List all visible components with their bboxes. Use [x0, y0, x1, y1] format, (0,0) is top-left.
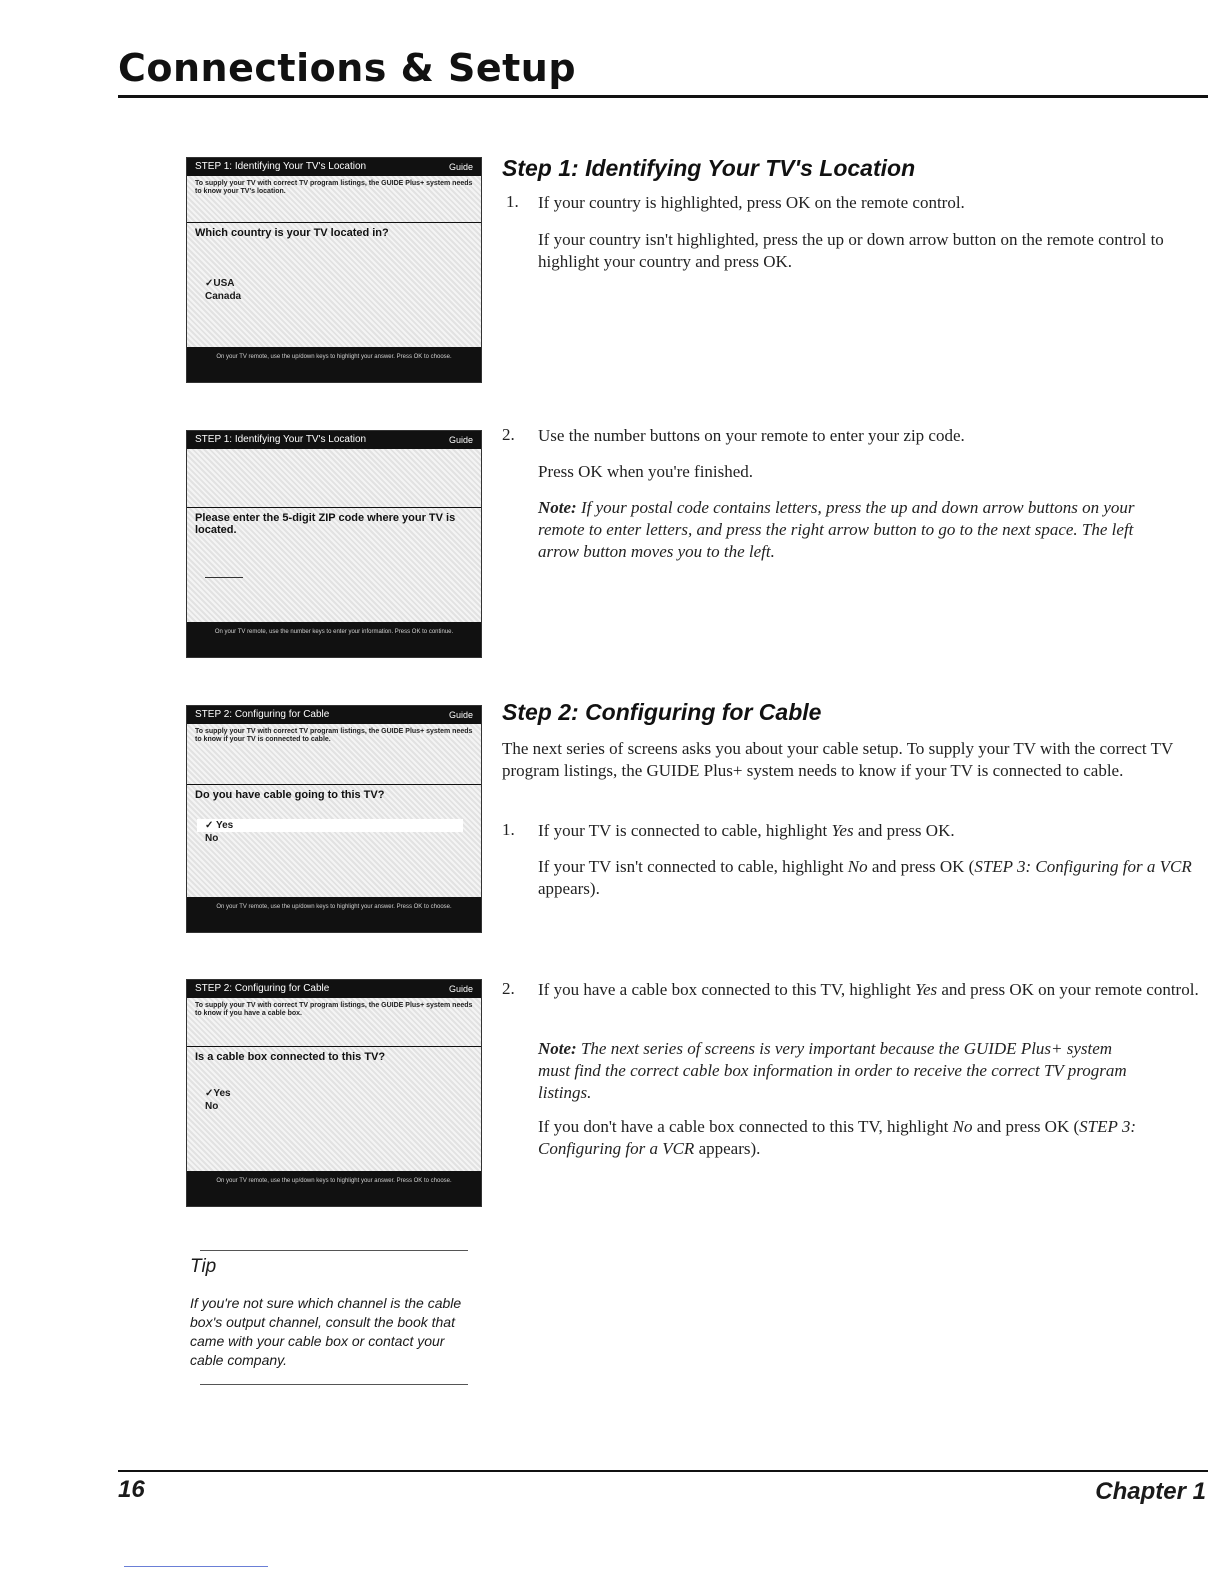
option-no: No [205, 1101, 219, 1112]
step1-item2-finish-text: Press OK when you're finished. [538, 462, 754, 481]
step2-heading: Step 2: Configuring for Cable [502, 699, 822, 725]
option-yes: ✓ Yes [197, 819, 463, 832]
screen-title: STEP 1: Identifying Your TV's Location [195, 434, 367, 445]
tv-screen-cable [186, 705, 482, 933]
step2-item2-text [538, 979, 1208, 1001]
tv-screen-cable-box [186, 979, 482, 1207]
screen-footer: On your TV remote, use the number keys to enter your information. Press OK to continue. [187, 622, 481, 657]
option-no: No [205, 833, 219, 844]
screen-title: STEP 2: Configuring for Cable [195, 983, 330, 994]
screen-intro: To supply your TV with correct TV program listings, the GUIDE Plus+ system needs to know if your TV is connected to cable. [195, 728, 473, 743]
text-run: and press OK ( [972, 1117, 1080, 1136]
text-run: If you don't have a cable box connected to this TV, highlight [538, 1117, 953, 1136]
screen-title-bar [187, 158, 481, 176]
step1-item1-alt-text: If your country isn't highlighted, press the up or down arrow button on the remote control to highlight your country and press OK. [538, 230, 1164, 271]
note-text: If your postal code contains letters, press the up and down arrow buttons on your remote to enter letters, and press the right arrow button to go to the next space. The left arrow button moves you to the left. [538, 498, 1135, 561]
option-list [187, 1083, 481, 1117]
text-run: If your TV is connected to cable, highlight [538, 821, 832, 840]
step1-item2-text: Use the number buttons on your remote to enter your zip code. [538, 426, 965, 445]
chapter-label: Chapter 1 [1095, 1478, 1206, 1505]
step2-item1-alt-text [538, 856, 1198, 900]
screen-question: Do you have cable going to this TV? [195, 789, 385, 801]
screen-question: Is a cable box connected to this TV? [195, 1051, 386, 1063]
step1-item2-number: 2. [502, 425, 515, 444]
screen-title: STEP 1: Identifying Your TV's Location [195, 161, 367, 172]
text-run: If your TV isn't connected to cable, highlight [538, 857, 848, 876]
guide-icon: Guide [448, 162, 473, 172]
text-run: and press OK on your remote control. [937, 980, 1199, 999]
tv-screen-zip [186, 430, 482, 658]
text-run: appears). [694, 1139, 761, 1158]
guide-icon: Guide [448, 435, 473, 445]
footer-rule [118, 1470, 1208, 1472]
step2-item1-number: 1. [502, 820, 515, 839]
guide-icon: Guide [448, 984, 473, 994]
step1-heading: Step 1: Identifying Your TV's Location [502, 155, 916, 181]
note-label: Note: [538, 498, 577, 517]
zip-entry-line [205, 577, 243, 578]
text-run: and press OK. [853, 821, 955, 840]
tv-screen-country [186, 157, 482, 383]
screen-question: Which country is your TV located in? [195, 227, 389, 239]
guide-icon: Guide [448, 710, 473, 720]
step1-item1-number: 1. [506, 192, 519, 211]
screen-footer: On your TV remote, use the up/down keys to highlight your answer. Press OK to choose. [187, 1171, 481, 1206]
option-canada: Canada [205, 291, 242, 302]
page-title: Connections & Setup [118, 46, 577, 90]
option-list [187, 273, 481, 307]
step1-note [538, 497, 1178, 563]
tip-title: Tip [190, 1256, 217, 1277]
option-yes: ✓Yes [205, 1088, 231, 1099]
tip-top-rule [200, 1250, 468, 1251]
text-run: If you have a cable box connected to this TV, highlight [538, 980, 916, 999]
screen-title: STEP 2: Configuring for Cable [195, 709, 330, 720]
screen-footer: On your TV remote, use the up/down keys to highlight your answer. Press OK to choose. [187, 897, 481, 932]
step1-item1-text: If your country is highlighted, press OK on the remote control. [538, 193, 965, 212]
step2-item1-text [538, 820, 1198, 842]
text-run: appears). [538, 879, 600, 898]
screen-title-bar [187, 706, 481, 724]
step3-reference: STEP 3: Configuring for a VCR [538, 1117, 1136, 1158]
screen-title-bar [187, 431, 481, 449]
step2-note [538, 1038, 1138, 1104]
yes-term: Yes [831, 821, 854, 840]
screen-footer: On your TV remote, use the up/down keys to highlight your answer. Press OK to choose. [187, 347, 481, 382]
note-text: The next series of screens is very important because the GUIDE Plus+ system must find the correct cable box information in order to receive the correct TV program listings. [538, 1039, 1127, 1102]
option-list [187, 815, 481, 849]
step2-item2-alt-text [538, 1116, 1158, 1160]
screen-intro: To supply your TV with correct TV program listings, the GUIDE Plus+ system needs to know your TV's location. [195, 180, 473, 195]
option-usa: ✓USA [205, 278, 235, 289]
step2-intro: The next series of screens asks you about your cable setup. To supply your TV with the correct TV program listings, the GUIDE Plus+ system needs to know if your TV is connected to cable. [502, 739, 1173, 780]
no-term: No [952, 1117, 973, 1136]
screen-question: Please enter the 5-digit ZIP code where your TV is located. [195, 512, 456, 536]
tip-bottom-rule [200, 1384, 468, 1385]
page-number: 16 [118, 1476, 145, 1503]
text-run: and press OK ( [867, 857, 975, 876]
yes-term: Yes [915, 980, 938, 999]
bottom-link-line [124, 1566, 268, 1567]
note-label: Note: [538, 1039, 577, 1058]
screen-intro: To supply your TV with correct TV program listings, the GUIDE Plus+ system needs to know if you have a cable box. [195, 1002, 473, 1017]
tip-text: If you're not sure which channel is the cable box's output channel, consult the book that came with your cable box or contact your cable company. [190, 1295, 462, 1368]
step2-item2-number: 2. [502, 979, 515, 998]
screen-title-bar [187, 980, 481, 998]
no-term: No [847, 857, 868, 876]
step3-reference: STEP 3: Configuring for a VCR [974, 857, 1192, 876]
header-rule [118, 95, 1208, 98]
